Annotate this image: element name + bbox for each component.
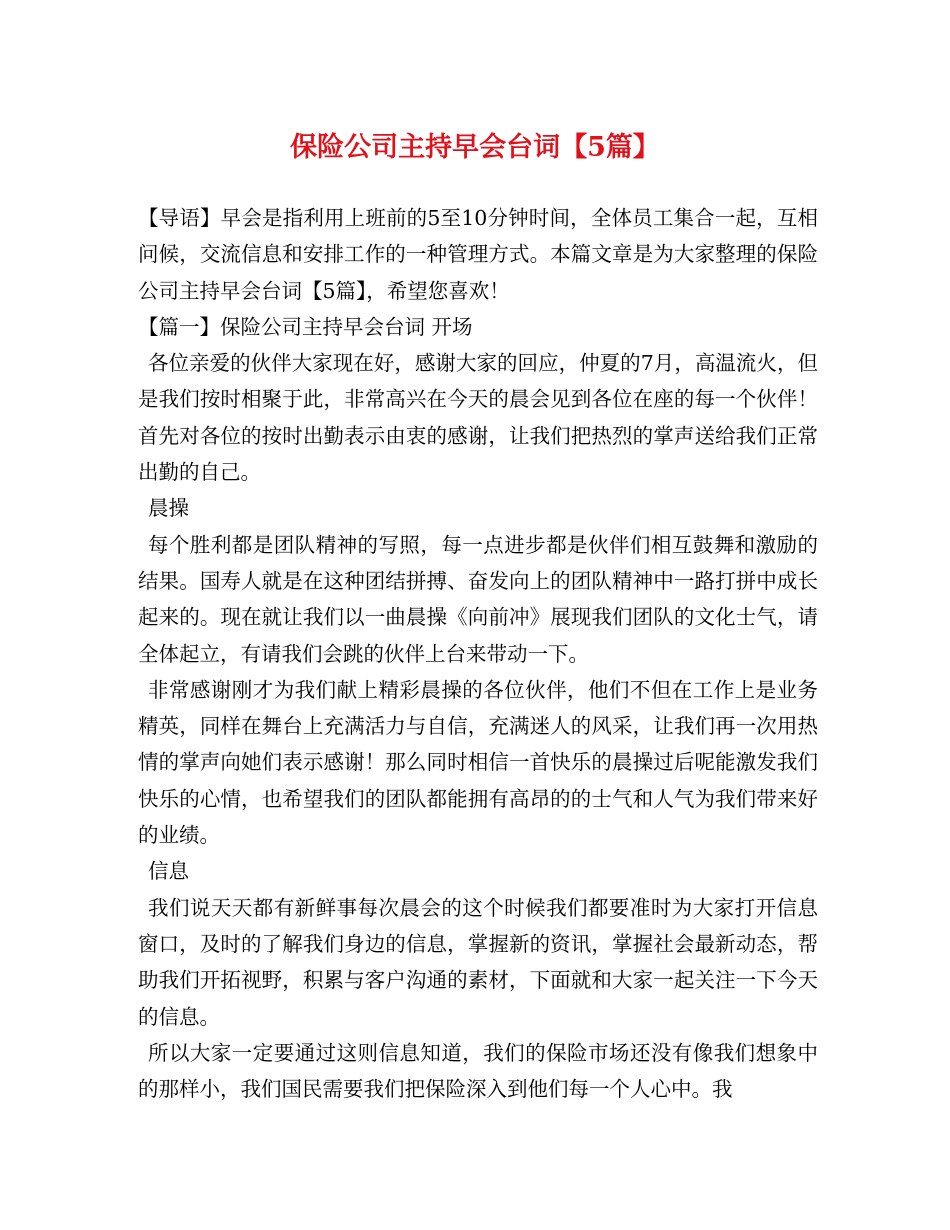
body-paragraph: 非常感谢刚才为我们献上精彩晨操的各位伙伴，他们不但在工作上是业务精英，同样在舞台上充满活力与自信，充满迷人的风采，让我们再一次用热情的掌声向她们表示感谢！那么同时相信一首快乐的晨操过后呢能激发我们快乐的心情，也希望我们的团队都能拥有高昂的的士气和人气为我们带来好的业绩。 [138, 677, 818, 848]
intro-paragraph: 【导语】早会是指利用上班前的5至10分钟时间，全体员工集合一起，互相问候，交流信息和安排工作的一种管理方式。本篇文章是为大家整理的保险公司主持早会台词【5篇】，希望您喜欢！ [138, 206, 818, 303]
subsection-heading: 晨操 [148, 496, 189, 521]
body-paragraph: 我们说天天都有新鲜事每次晨会的这个时候我们都要准时为大家打开信息窗口，及时的了解我们身边的信息，掌握新的资讯，掌握社会最新动态，帮助我们开拓视野，积累与客户沟通的素材，下面就和大家一起关注一下今天的信息。 [138, 895, 818, 1029]
subsection-heading: 信息 [148, 859, 189, 884]
body-paragraph: 所以大家一定要通过这则信息知道，我们的保险市场还没有像我们想象中的那样小，我们国民需要我们把保险深入到他们每一个人心中。我 [138, 1040, 818, 1102]
body-paragraph: 每个胜利都是团队精神的写照，每一点进步都是伙伴们相互鼓舞和激励的结果。国寿人就是在这种团结拼搏、奋发向上的团队精神中一路打拼中成长起来的。现在就让我们以一曲晨操《向前冲》展现我们团队的文化士气，请全体起立，有请我们会跳的伙伴上台来带动一下。 [138, 532, 818, 666]
section-heading: 【篇一】保险公司主持早会台词 开场 [138, 314, 473, 339]
document-body [138, 200, 818, 1107]
document-title: 保险公司主持早会台词【5篇】 [290, 132, 660, 163]
body-paragraph: 各位亲爱的伙伴大家现在好，感谢大家的回应，仲夏的7月，高温流火，但是我们按时相聚于此，非常高兴在今天的晨会见到各位在座的每一个伙伴！首先对各位的按时出勤表示由衷的感谢，让我们把热烈的掌声送给我们正常出勤的自己。 [138, 351, 818, 485]
